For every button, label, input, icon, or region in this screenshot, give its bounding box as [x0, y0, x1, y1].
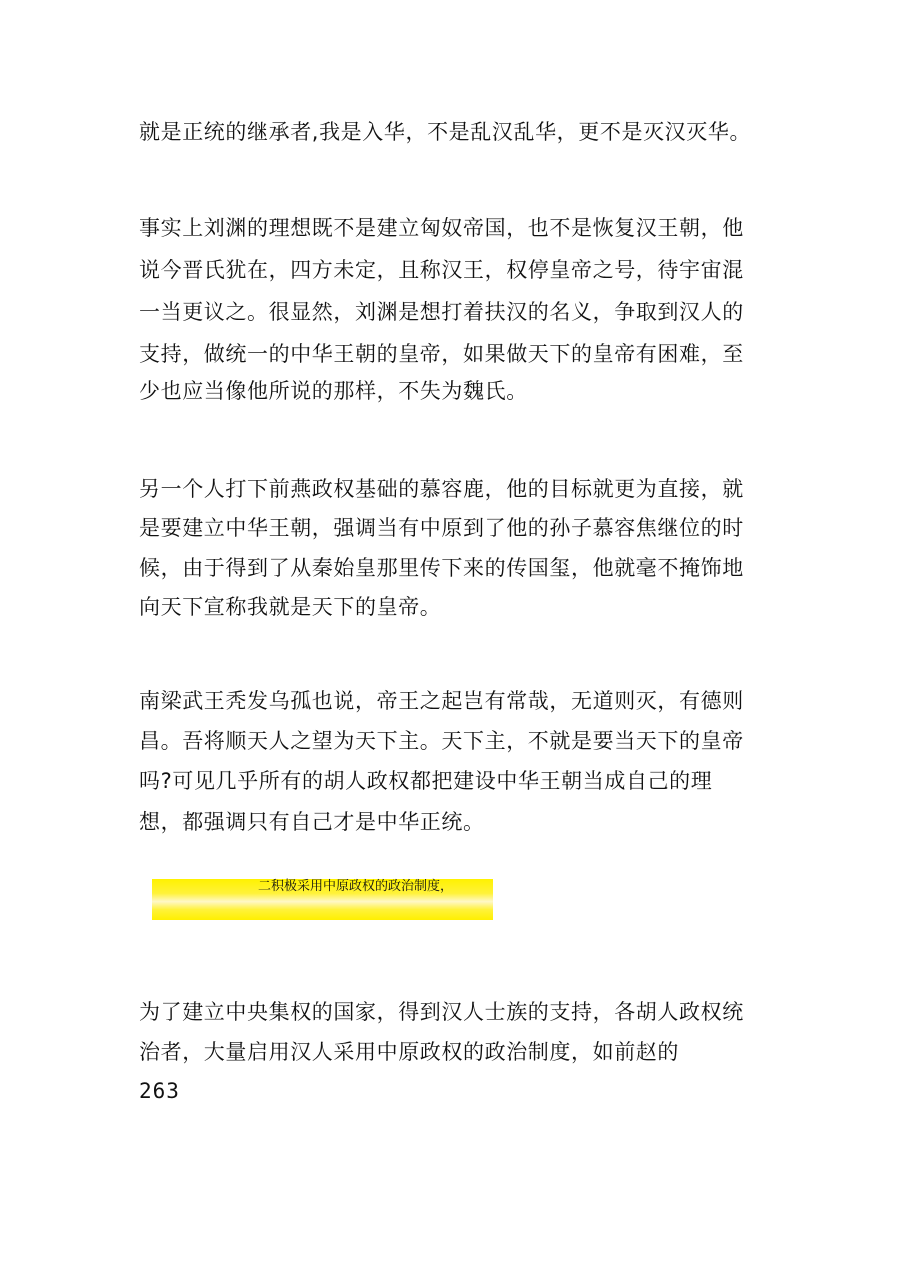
paragraph-5-line-2: 治者，大量启用汉人采用中原政权的政治制度，如前赵的: [139, 1040, 679, 1064]
paragraph-3-line-3: 候，由于得到了从秦始皇那里传下来的传国玺，他就毫不掩饰地: [139, 556, 744, 580]
paragraph-4-line-3: 吗?可见几乎所有的胡人政权都把建设中华王朝当成自己的理: [139, 769, 713, 793]
paragraph-4-line-1: 南梁武王秃发乌孤也说，帝王之起岂有常哉，无道则灭，有德则: [139, 689, 744, 713]
paragraph-3-line-1: 另一个人打下前燕政权基础的慕容鹿，他的目标就更为直接，就: [139, 477, 744, 501]
paragraph-2-line-3: 一当更议之。很显然，刘渊是想打着扶汉的名义，争取到汉人的: [139, 300, 744, 324]
section-heading-banner: [152, 879, 493, 920]
paragraph-2-line-4: 支持，做统一的中华王朝的皇帝，如果做天下的皇帝有困难，至: [139, 342, 744, 366]
paragraph-1-line-1: 就是正统的继承者,我是入华，不是乱汉乱华，更不是灭汉灭华。: [139, 120, 752, 144]
paragraph-3-line-2: 是要建立中华王朝，强调当有中原到了他的孙子慕容焦继位的时: [139, 516, 744, 540]
paragraph-2-line-5: 少也应当像他所说的那样，不失为魏氏。: [139, 379, 528, 403]
paragraph-2-line-2: 说今晋氏犹在，四方未定，且称汉王，权停皇帝之号，待宇宙混: [139, 258, 744, 282]
paragraph-5-line-1: 为了建立中央集权的国家，得到汉人士族的支持，各胡人政权统: [139, 1000, 744, 1024]
page-number: 263: [139, 1079, 180, 1103]
paragraph-3-line-4: 向天下宣称我就是天下的皇帝。: [139, 595, 442, 619]
paragraph-2-line-1: 事实上刘渊的理想既不是建立匈奴帝国，也不是恢复汉王朝，他: [139, 216, 744, 240]
section-heading-text: 二积极采用中原政权的政治制度，: [258, 879, 454, 894]
paragraph-4-line-4: 想，都强调只有自己才是中华正统。: [139, 810, 485, 834]
paragraph-4-line-2: 昌。吾将顺天人之望为天下主。天下主，不就是要当天下的皇帝: [139, 729, 744, 753]
